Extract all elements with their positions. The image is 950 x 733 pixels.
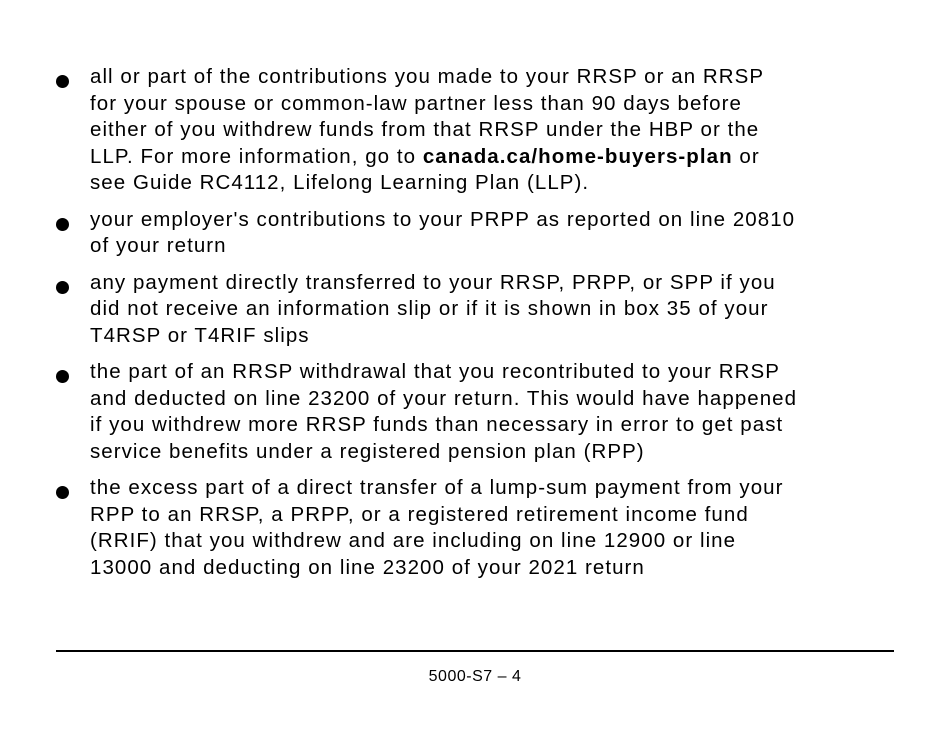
text-segment: your employer's contributions to your PRPP as reported on line 20810	[90, 207, 796, 231]
text-segment: LLP. For more information, go to	[90, 144, 423, 168]
footer-divider	[56, 650, 894, 652]
text-segment: of your return	[90, 234, 227, 257]
list-item	[56, 359, 916, 465]
text-line	[90, 528, 916, 555]
text-segment: T4RSP or T4RIF slips	[90, 323, 310, 347]
text-line	[90, 439, 916, 466]
text-line	[90, 170, 916, 197]
text-line	[90, 207, 916, 234]
bullet-icon	[56, 75, 69, 88]
list-item	[56, 207, 916, 260]
text-line	[90, 475, 916, 502]
text-line	[90, 64, 916, 91]
text-segment: RPP to an RRSP, a PRPP, or a registered retirement income fund	[90, 502, 749, 526]
bold-link-text: canada.ca/home-buyers-plan	[422, 144, 733, 168]
text-line	[90, 502, 916, 529]
text-line	[90, 270, 916, 297]
text-segment: 13000 and deducting on line 23200 of your 2021 return	[90, 555, 645, 579]
list-item	[56, 270, 916, 350]
text-segment: the part of an RRSP withdrawal that you recontributed to your RRSP	[90, 360, 780, 383]
text-line	[90, 555, 916, 582]
bullet-icon	[56, 370, 69, 383]
text-segment: for your spouse or common-law partner less than 90 days before	[90, 91, 742, 115]
list-item	[56, 475, 916, 581]
text-segment: and deducted on line 23200 of your return. This would have happened	[90, 386, 798, 410]
bullet-icon	[56, 218, 69, 231]
text-line	[90, 117, 916, 144]
text-segment: all or part of the contributions you made to your RRSP or an RRSP	[90, 65, 765, 88]
text-line	[90, 144, 916, 171]
text-segment: either of you withdrew funds from that RRSP under the HBP or the	[90, 118, 760, 141]
text-line	[90, 359, 916, 386]
text-segment: service benefits under a registered pension plan (RPP)	[90, 439, 645, 463]
text-line	[90, 233, 916, 260]
page-number: 5000-S7 – 4	[428, 668, 522, 685]
text-segment: the excess part of a direct transfer of a lump-sum payment from your	[90, 476, 784, 499]
bullet-icon	[56, 281, 69, 294]
list-item	[56, 64, 916, 197]
text-line	[90, 386, 916, 413]
text-line	[90, 412, 916, 439]
text-segment: (RRIF) that you withdrew and are including on line 12900 or line	[90, 529, 737, 552]
text-line	[90, 323, 916, 350]
text-segment: or	[732, 144, 760, 168]
text-segment: any payment directly transferred to your RRSP, PRPP, or SPP if you	[90, 270, 776, 294]
text-segment: if you withdrew more RRSP funds than necessary in error to get past	[90, 413, 784, 436]
bullet-icon	[56, 486, 69, 499]
text-line	[90, 296, 916, 323]
text-segment: see Guide RC4112, Lifelong Learning Plan (LLP).	[90, 171, 590, 194]
bullet-list	[56, 64, 916, 591]
text-line	[90, 91, 916, 118]
text-segment: did not receive an information slip or if it is shown in box 35 of your	[90, 297, 769, 320]
